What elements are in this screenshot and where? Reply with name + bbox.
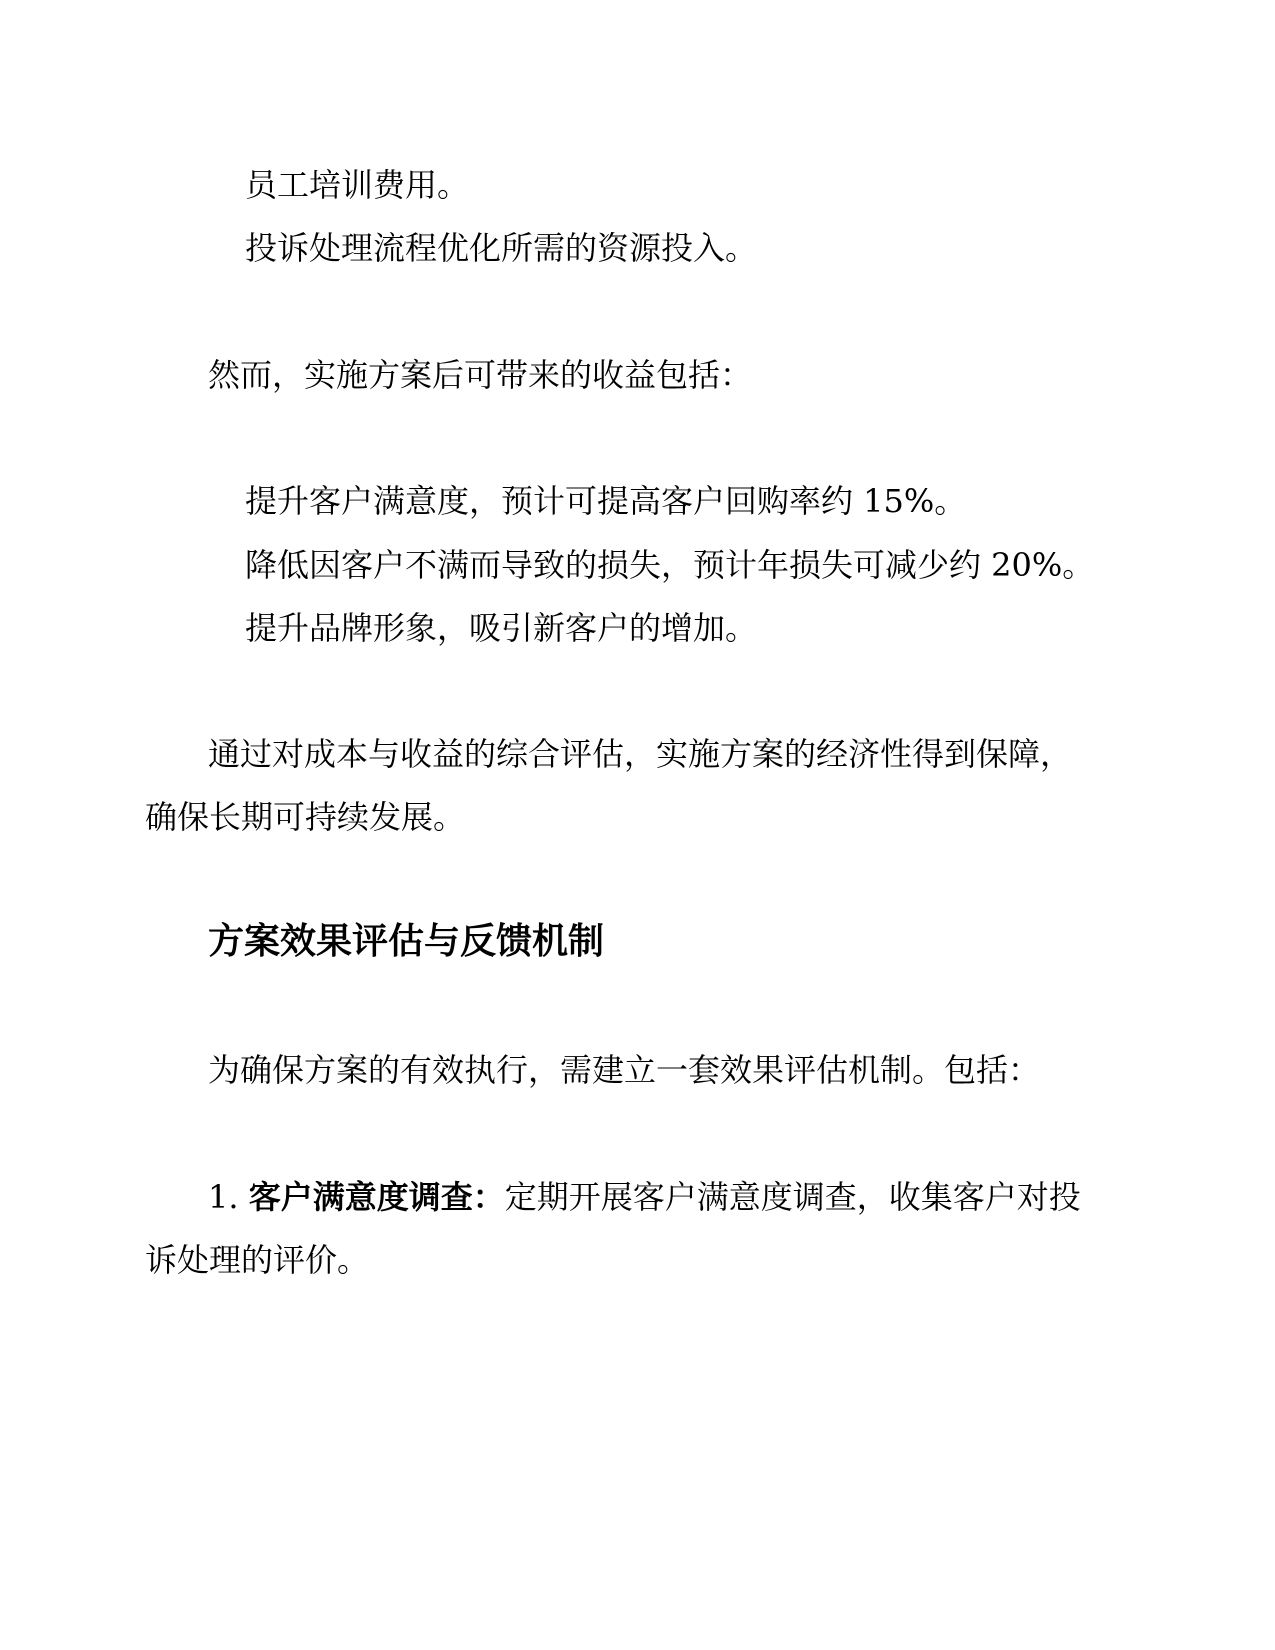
list-item-1 (208, 1177, 1081, 1217)
benefit-item-satisfaction: 提升客户满意度，预计可提高客户回购率约 15%。 (245, 482, 967, 520)
section-heading: 方案效果评估与反馈机制 (208, 921, 605, 962)
conclusion-line-1: 通过对成本与收益的综合评估，实施方案的经济性得到保障， (208, 735, 1073, 773)
section-intro: 为确保方案的有效执行，需建立一套效果评估机制。包括： (208, 1051, 1041, 1089)
conclusion-line-2: 确保长期可持续发展。 (145, 798, 466, 836)
list-item-number: 1. (208, 1178, 239, 1216)
list-item-1-continuation: 诉处理的评价。 (145, 1241, 370, 1279)
list-item-term: 客户满意度调查： (248, 1178, 505, 1216)
cost-item-resources: 投诉处理流程优化所需的资源投入。 (245, 229, 758, 267)
benefit-item-brand-image: 提升品牌形象，吸引新客户的增加。 (245, 609, 758, 647)
cost-item-training: 员工培训费用。 (245, 166, 470, 204)
list-item-text: 定期开展客户满意度调查，收集客户对投 (504, 1178, 1081, 1216)
benefits-intro: 然而，实施方案后可带来的收益包括： (208, 356, 753, 394)
benefit-item-loss-reduction: 降低因客户不满而导致的损失，预计年损失可减少约 20%。 (245, 546, 1095, 584)
